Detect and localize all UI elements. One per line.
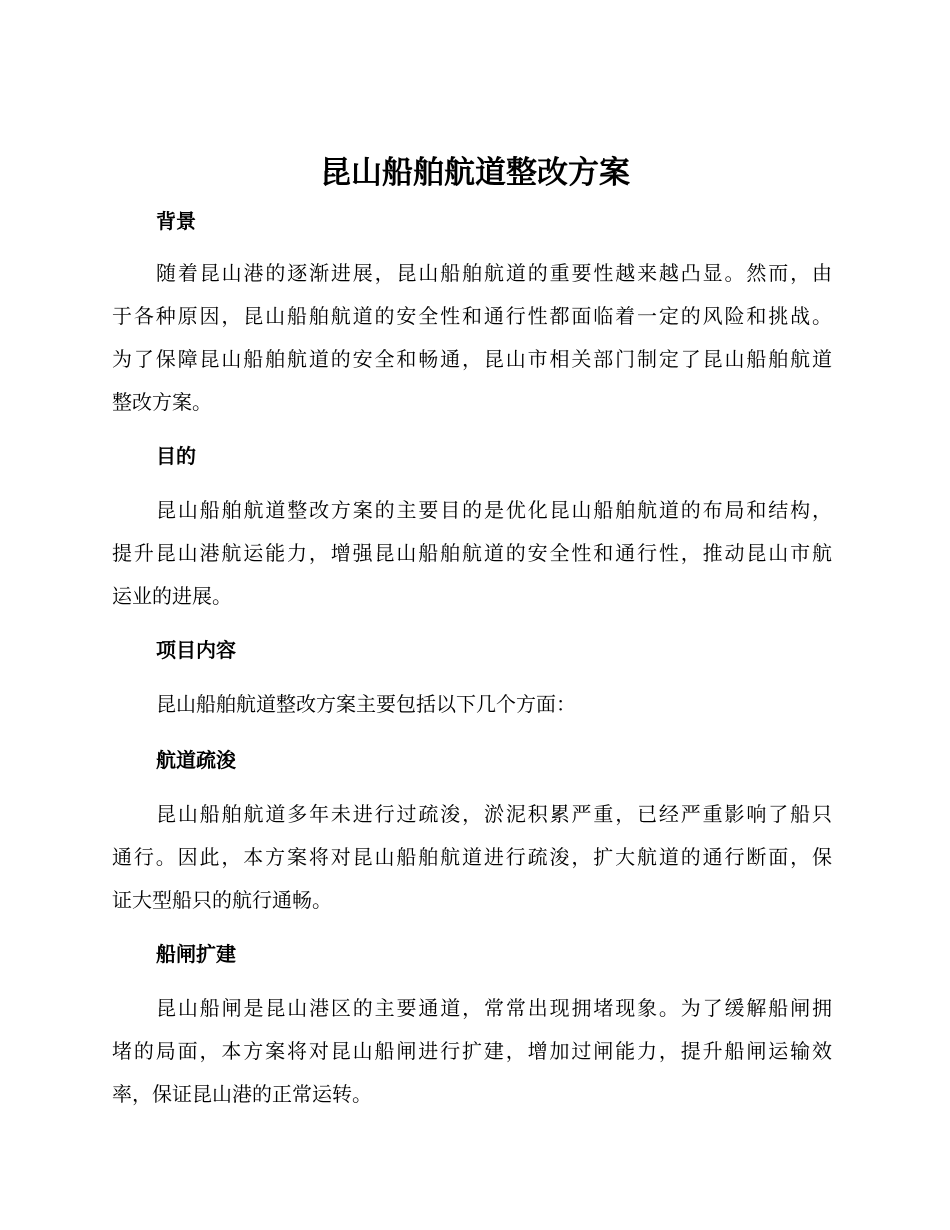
section-paragraph-purpose bbox=[112, 489, 832, 618]
paragraph-line: 于各种原因，昆山船舶航道的安全性和通行性都面临着一定的风险和挑战。 bbox=[112, 304, 832, 328]
paragraph-line: 堵的局面，本方案将对昆山船闸进行扩建，增加过闸能力，提升船闸运输效 bbox=[112, 1039, 832, 1063]
section-paragraph-background bbox=[112, 252, 832, 424]
paragraph-line: 随着昆山港的逐渐进展，昆山船舶航道的重要性越来越凸显。然而，由 bbox=[156, 261, 832, 285]
document-title: 昆山船舶航道整改方案 bbox=[320, 155, 630, 191]
section-paragraph-lock-expansion bbox=[112, 987, 832, 1116]
section-heading-background: 背景 bbox=[156, 209, 196, 233]
paragraph-line: 昆山船闸是昆山港区的主要通道，常常出现拥堵现象。为了缓解船闸拥 bbox=[156, 996, 832, 1020]
section-heading-dredging: 航道疏浚 bbox=[156, 748, 236, 772]
paragraph-line: 昆山船舶航道整改方案的主要目的是优化昆山船舶航道的布局和结构， bbox=[156, 498, 832, 522]
paragraph-line: 提升昆山港航运能力，增强昆山船舶航道的安全性和通行性，推动昆山市航 bbox=[112, 541, 832, 565]
section-heading-lock-expansion: 船闸扩建 bbox=[156, 942, 236, 966]
paragraph-line: 运业的进展。 bbox=[112, 584, 232, 608]
paragraph-line: 昆山船舶航道多年未进行过疏浚，淤泥积累严重，已经严重影响了船只 bbox=[156, 802, 832, 826]
paragraph-line: 率，保证昆山港的正常运转。 bbox=[112, 1082, 372, 1106]
paragraph-line: 昆山船舶航道整改方案主要包括以下几个方面： bbox=[156, 692, 576, 716]
paragraph-line: 证大型船只的航行通畅。 bbox=[112, 888, 332, 912]
section-paragraph-dredging bbox=[112, 793, 832, 922]
paragraph-line: 为了保障昆山船舶航道的安全和畅通，昆山市相关部门制定了昆山船舶航道 bbox=[112, 347, 832, 371]
section-heading-project-content: 项目内容 bbox=[156, 638, 236, 662]
paragraph-line: 通行。因此，本方案将对昆山船舶航道进行疏浚，扩大航道的通行断面，保 bbox=[112, 845, 832, 869]
section-heading-purpose: 目的 bbox=[156, 444, 196, 468]
paragraph-line: 整改方案。 bbox=[112, 390, 212, 414]
section-paragraph-project-content bbox=[112, 683, 832, 726]
